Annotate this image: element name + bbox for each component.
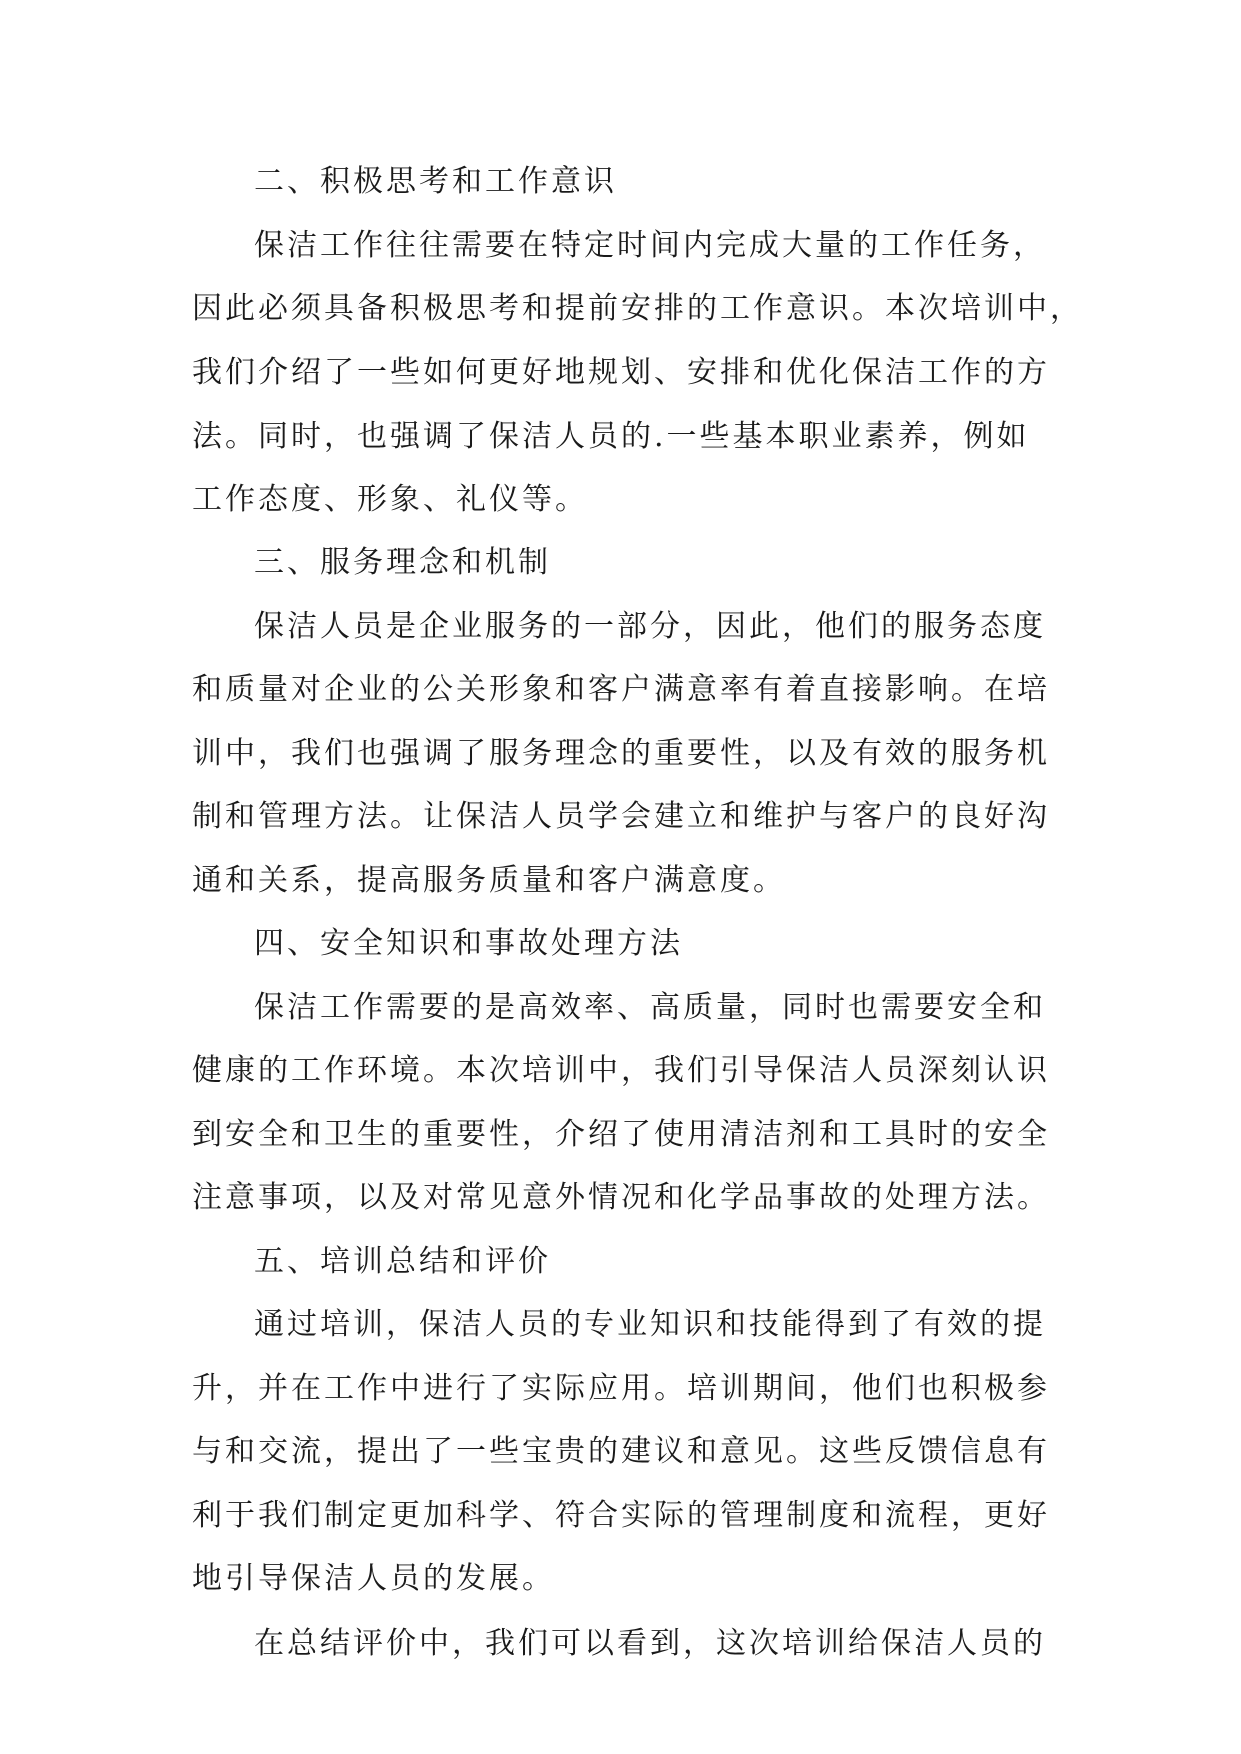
paragraph-line: 与和交流，提出了一些宝贵的建议和意见。这些反馈信息有: [192, 1434, 1050, 1469]
paragraph-line: 在总结评价中，我们可以看到，这次培训给保洁人员的: [254, 1626, 1046, 1661]
section-heading-4: 四、安全知识和事故处理方法: [254, 926, 683, 961]
paragraph-line: 保洁工作需要的是高效率、高质量，同时也需要安全和: [254, 990, 1046, 1025]
paragraph-line: 因此必须具备积极思考和提前安排的工作意识。本次培训中，: [192, 291, 1083, 326]
paragraph-line: 通和关系，提高服务质量和客户满意度。: [192, 863, 786, 898]
paragraph-line: 健康的工作环境。本次培训中，我们引导保洁人员深刻认识: [192, 1053, 1050, 1088]
paragraph-line: 我们介绍了一些如何更好地规划、安排和优化保洁工作的方: [192, 355, 1050, 390]
section-heading-2: 二、积极思考和工作意识: [254, 164, 617, 199]
paragraph-line: 保洁人员是企业服务的一部分，因此，他们的服务态度: [254, 609, 1046, 644]
paragraph-line: 制和管理方法。让保洁人员学会建立和维护与客户的良好沟: [192, 799, 1050, 834]
section-heading-3: 三、服务理念和机制: [254, 545, 551, 580]
paragraph-line: 训中，我们也强调了服务理念的重要性，以及有效的服务机: [192, 736, 1050, 771]
paragraph-line: 法。同时，也强调了保洁人员的.一些基本职业素养，例如: [192, 419, 1030, 454]
section-heading-5: 五、培训总结和评价: [254, 1244, 551, 1279]
paragraph-line: 升，并在工作中进行了实际应用。培训期间，他们也积极参: [192, 1371, 1050, 1406]
paragraph-line: 通过培训，保洁人员的专业知识和技能得到了有效的提: [254, 1307, 1046, 1342]
paragraph-line: 保洁工作往往需要在特定时间内完成大量的工作任务，: [254, 228, 1046, 263]
paragraph-line: 地引导保洁人员的发展。: [192, 1561, 555, 1596]
paragraph-line: 和质量对企业的公关形象和客户满意率有着直接影响。在培: [192, 672, 1050, 707]
paragraph-line: 工作态度、形象、礼仪等。: [192, 482, 588, 517]
paragraph-line: 到安全和卫生的重要性，介绍了使用清洁剂和工具时的安全: [192, 1117, 1050, 1152]
paragraph-line: 注意事项，以及对常见意外情况和化学品事故的处理方法。: [192, 1180, 1050, 1215]
paragraph-line: 利于我们制定更加科学、符合实际的管理制度和流程，更好: [192, 1498, 1050, 1533]
